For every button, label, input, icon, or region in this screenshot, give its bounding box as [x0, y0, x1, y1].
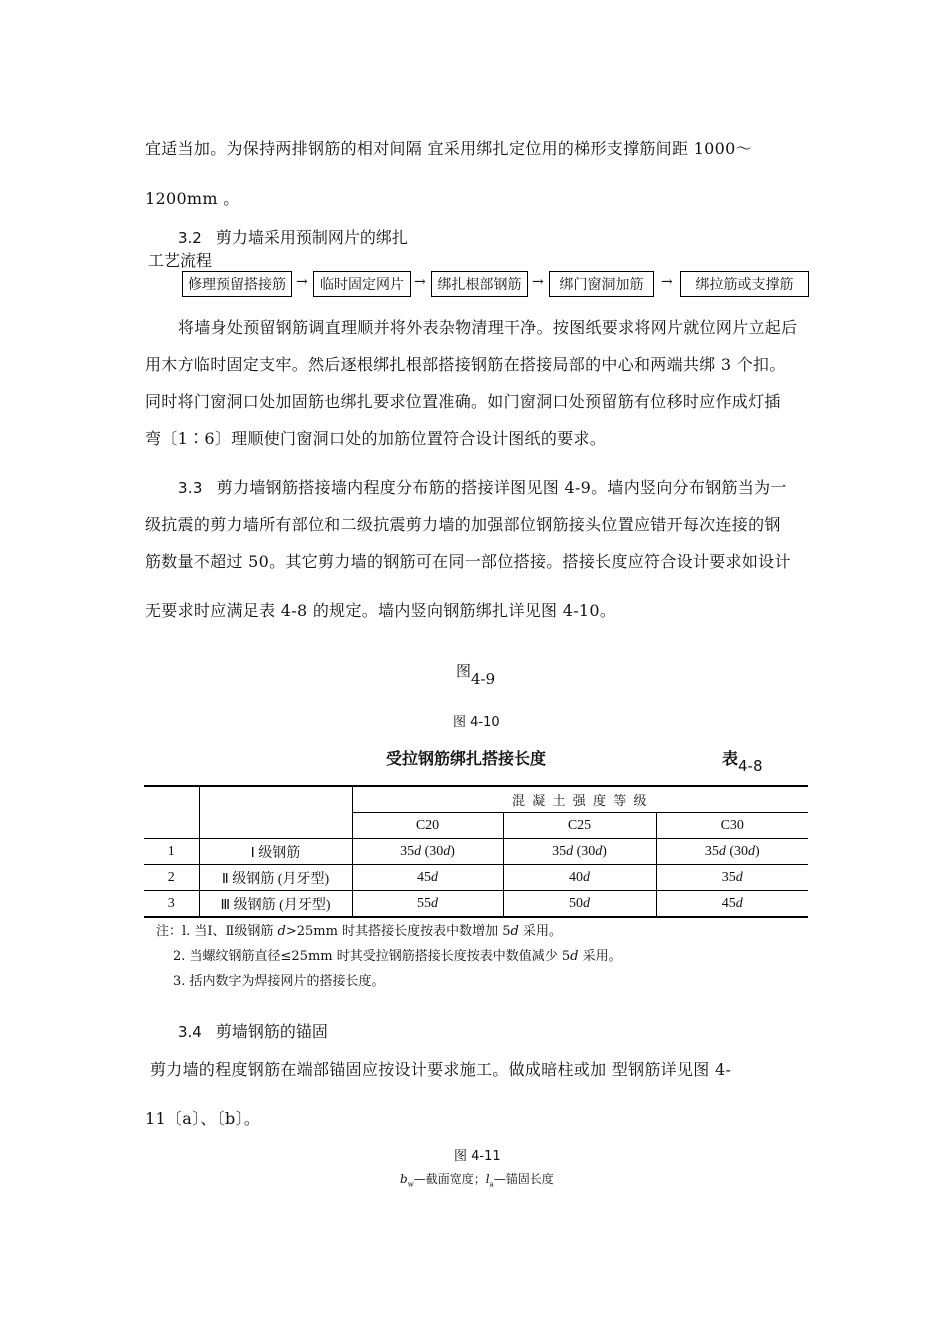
section-heading-3-4 — [178, 1019, 328, 1042]
table-label-prefix: 表 — [722, 749, 739, 768]
flow-step-5: 绑拉筋或支撑筋 — [680, 271, 809, 297]
column-header: C20 — [352, 813, 503, 839]
cell: Ⅱ 级钢筋 (月牙型) — [199, 865, 352, 891]
paragraph-line: 用木方临时固定支牢。然后逐根绑扎根部搭接钢筋在搭接局部的中心和两端共绑 3 个扣。 — [145, 355, 786, 374]
figure-number: 4-9 — [471, 670, 496, 688]
section-number: 3.3 — [178, 479, 203, 497]
paragraph-line: 宜适当加。为保持两排钢筋的相对间隔 宜采用绑扎定位用的梯形支撑筋间距 1000～ — [145, 139, 752, 158]
paragraph-line: 1200mm 。 — [145, 189, 240, 208]
table-note: 注：l. 当Ⅰ、Ⅱ级钢筋 d>25mm 时其搭接长度按表中数增加 5d 采用。 — [156, 924, 562, 939]
caption-text: —锚固长度 — [493, 1172, 554, 1186]
figure-4-11-caption — [400, 1170, 554, 1188]
figure-prefix: 图 — [456, 662, 472, 680]
table-note: 3. 括内数字为焊接网片的搭接长度。 — [173, 974, 385, 989]
cell: 3 — [144, 891, 199, 918]
cell: 35d — [656, 865, 808, 891]
header-blank — [199, 786, 352, 839]
header-blank — [144, 786, 199, 839]
cell: Ⅲ 级钢筋 (月牙型) — [199, 891, 352, 918]
table-header-row — [144, 786, 808, 813]
column-header: C30 — [656, 813, 808, 839]
table-row — [144, 839, 808, 865]
flow-arrow: → — [532, 274, 544, 290]
paragraph-line: 筋数量不超过 50。其它剪力墙的钢筋可在同一部位搭接。搭接长度应符合设计要求如设计 — [145, 552, 791, 571]
cell: Ⅰ 级钢筋 — [199, 839, 352, 865]
subscript: w — [407, 1180, 414, 1189]
flow-arrow: → — [661, 274, 673, 290]
subscript: a — [489, 1180, 494, 1189]
flow-label: 工艺流程 — [148, 251, 213, 270]
paragraph-line: 同时将门窗洞口处加固筋也绑扎要求位置准确。如门窗洞口处预留筋有位移时应作成灯插 — [145, 392, 781, 411]
section-text: 剪力墙钢筋搭接墙内程度分布筋的搭接详图见图 4-9。墙内竖向分布钢筋当为一 — [216, 478, 787, 497]
section-number: 3.2 — [178, 229, 202, 247]
cell: 45d — [352, 865, 503, 891]
caption-text: —截面宽度； — [413, 1172, 486, 1186]
section-heading-3-2 — [178, 225, 408, 248]
table-label — [722, 746, 763, 775]
section-number: 3.4 — [178, 1023, 202, 1041]
cell: 1 — [144, 839, 199, 865]
symbol-b: b — [400, 1172, 408, 1186]
table-row — [144, 865, 808, 891]
flow-step-2: 临时固定网片 — [313, 271, 411, 297]
section-title: 剪力墙采用预制网片的绑扎 — [215, 228, 408, 247]
table-label-number: 4-8 — [738, 757, 763, 775]
figure-4-11-label: 图 4-11 — [454, 1149, 501, 1164]
paragraph-line: 剪力墙的程度钢筋在端部锚固应按设计要求施工。做成暗柱或加 型钢筋详见图 4- — [150, 1060, 732, 1079]
cell: 50d — [503, 891, 656, 918]
flow-arrow: → — [296, 274, 308, 290]
paragraph-line: 11〔a〕、〔b〕。 — [145, 1109, 261, 1128]
flow-step-1: 修理预留搭接筋 — [182, 271, 292, 297]
group-header: 混 凝 土 强 度 等 级 — [352, 786, 808, 813]
section-title: 剪墙钢筋的锚固 — [215, 1022, 328, 1041]
cell: 45d — [656, 891, 808, 918]
paragraph-line: 无要求时应满足表 4-8 的规定。墙内竖向钢筋绑扎详见图 4-10。 — [145, 601, 617, 620]
figure-4-9-label — [456, 660, 496, 688]
paragraph-line: 将墙身处预留钢筋调直理顺并将外表杂物清理干净。按图纸要求将网片就位网片立起后 — [178, 318, 798, 337]
table-note: 2. 当螺纹钢筋直径≤25mm 时其受拉钢筋搭接长度按表中数值减少 5d 采用。 — [173, 949, 622, 964]
cell: 2 — [144, 865, 199, 891]
cell: 35d (30d) — [656, 839, 808, 865]
cell: 35d (30d) — [352, 839, 503, 865]
paragraph-line: 弯〔1∶6〕理顺使门窗洞口处的加筋位置符合设计图纸的要求。 — [145, 429, 607, 448]
column-header: C25 — [503, 813, 656, 839]
cell: 40d — [503, 865, 656, 891]
flow-step-4: 绑门窗洞加筋 — [549, 271, 654, 297]
figure-4-10-label: 图 4-10 — [453, 715, 500, 730]
flow-arrow: → — [414, 274, 426, 290]
symbol-l: l — [485, 1172, 490, 1186]
cell: 35d (30d) — [503, 839, 656, 865]
lap-length-table — [144, 785, 808, 918]
flow-step-3: 绑扎根部钢筋 — [431, 271, 528, 297]
cell: 55d — [352, 891, 503, 918]
section-3-3-line — [178, 475, 787, 498]
table-row — [144, 891, 808, 918]
paragraph-line: 级抗震的剪力墙所有部位和二级抗震剪力墙的加强部位钢筋接头位置应错开每次连接的钢 — [145, 515, 781, 534]
table-title: 受拉钢筋绑扎搭接长度 — [386, 749, 547, 768]
